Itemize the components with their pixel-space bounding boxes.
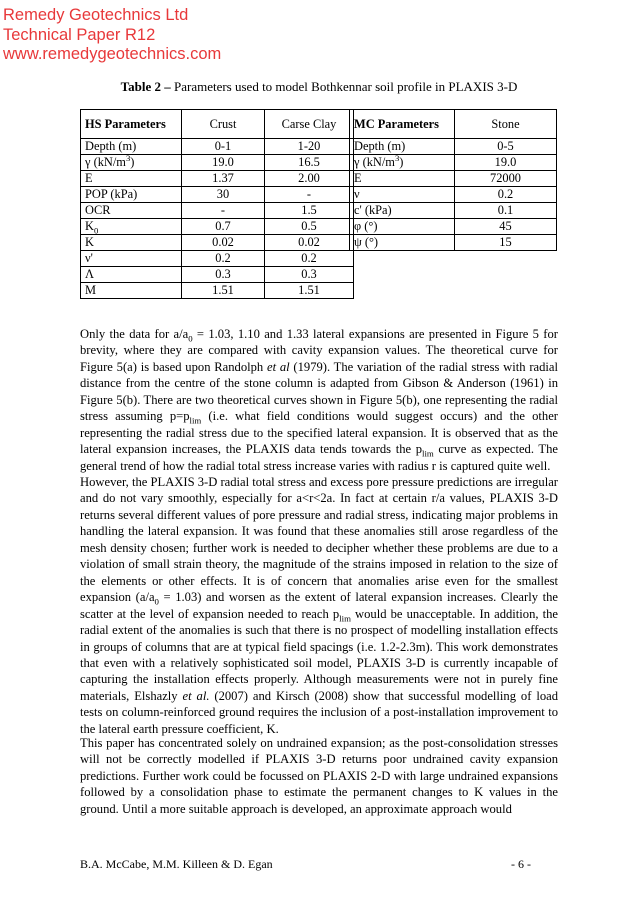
paragraph-discussion: However, the PLAXIS 3-D radial total stress and excess pore pressure predictions are irregular and do not vary smoothly, especially for a<r<2a. In fact at certain r/a values, PLAXIS 3-D returns several different values of pore pressure and radial stress, indicating major problems in handling the lateral expansion. It was found that these anomalies still arose regardless of the mesh density chosen; further work is needed to decipher whether these problems are due to a violation of small strain theory, the magnitude of the strains imposed in relation to the size of the elements or other effects. It is of concern that anomalies arise even for the smallest expansion $(a/a_0 = 1.03)$ and worsen as the extent of lateral expansion increases. Clearly the scatter at the level of expansion needed to reach $p_{lim}$ would be unacceptable. In addition, the radial extent of the anomalies is such that there is no prospect of modelling installation effects in groups of columns that are at typical field spacings (i.e. 1.2-2.3m). This work demonstrates that even with a relatively sophisticated soil model, PLAXIS 3-D is currently incapable of capturing the installation effects properly. Although measurements were not in purely fine materials, Elshazly et al. (2007) and Kirsch (2008) show that successful modelling of load tests on column-reinforced ground requires the inclusion of a post-installation improvement to the lateral earth pressure coefficient, K. bbox=[80, 475, 559, 736]
parameter-name-cell: Λ bbox=[81, 267, 182, 283]
table-row bbox=[350, 235, 557, 251]
table-row bbox=[350, 219, 557, 235]
parameter-name-cell: K bbox=[81, 235, 182, 251]
table-row bbox=[81, 171, 354, 187]
company-name: Remedy Geotechnics Ltd bbox=[3, 6, 189, 24]
caption-text: Parameters used to model Bothkennar soil profile in PLAXIS 3-D bbox=[173, 79, 518, 94]
table-row bbox=[81, 251, 354, 267]
parameter-name-cell: γ $(kN/m^3)$ bbox=[350, 155, 455, 171]
parameter-name-cell: c' (kPa) bbox=[350, 203, 455, 219]
parameter-name-cell: Depth (m) bbox=[81, 139, 182, 155]
parameter-name-cell: γ $(kN/m^3)$ bbox=[81, 155, 182, 171]
parameter-value-cell: 45 bbox=[455, 219, 557, 235]
site-header bbox=[3, 6, 221, 65]
table-row bbox=[350, 203, 557, 219]
parameter-value-cell: 0.02 bbox=[182, 235, 265, 251]
parameter-name-cell: ν' bbox=[81, 251, 182, 267]
table-row bbox=[350, 171, 557, 187]
parameter-value-cell: 1-20 bbox=[265, 139, 354, 155]
parameter-value-cell: 0-1 bbox=[182, 139, 265, 155]
parameter-value-cell: 16.5 bbox=[265, 155, 354, 171]
parameter-value-cell: - bbox=[182, 203, 265, 219]
parameter-value-cell: 0.2 bbox=[265, 251, 354, 267]
parameter-name-cell: E bbox=[81, 171, 182, 187]
paragraph-conclusion: This paper has concentrated solely on undrained expansion; as the post-consolidation stresses will not be correctly modelled if PLAXIS 3-D returns poor undrained cavity expansion predictions. Further work could be focussed on PLAXIS 2-D with large undrained expansions followed by a consolidation phase to estimate the permanent changes to K values in the ground. Until a more suitable approach is developed, an approximate approach would bbox=[80, 736, 558, 816]
table-header-row bbox=[350, 110, 557, 139]
parameter-name-cell: OCR bbox=[81, 203, 182, 219]
parameter-value-cell: 19.0 bbox=[182, 155, 265, 171]
parameter-name-cell: Depth (m) bbox=[350, 139, 455, 155]
table-row bbox=[81, 283, 354, 299]
parameter-name-cell: E bbox=[350, 171, 455, 187]
parameter-value-cell: 0.3 bbox=[265, 267, 354, 283]
column-header: MC Parameters bbox=[350, 110, 455, 139]
table-row bbox=[81, 139, 354, 155]
parameter-value-cell: 0.7 bbox=[182, 219, 265, 235]
parameter-value-cell: 0.2 bbox=[455, 187, 557, 203]
page-number: - 6 - bbox=[511, 857, 531, 871]
parameter-name-cell: POP (kPa) bbox=[81, 187, 182, 203]
parameter-name-cell: φ (°) bbox=[350, 219, 455, 235]
parameter-value-cell: - bbox=[265, 187, 354, 203]
parameter-value-cell: 0.3 bbox=[182, 267, 265, 283]
table-caption bbox=[0, 79, 638, 95]
parameter-value-cell: 0.02 bbox=[265, 235, 354, 251]
parameter-value-cell: 1.5 bbox=[265, 203, 354, 219]
column-header: Crust bbox=[182, 110, 265, 139]
parameter-name-cell: M bbox=[81, 283, 182, 299]
caption-label: Table 2 – bbox=[120, 79, 171, 94]
parameter-name-cell: ψ (°) bbox=[350, 235, 455, 251]
parameter-value-cell: 0.2 bbox=[182, 251, 265, 267]
column-header: HS Parameters bbox=[81, 110, 182, 139]
parameter-value-cell: 1.51 bbox=[265, 283, 354, 299]
column-header: Carse Clay bbox=[265, 110, 354, 139]
footer-authors: B.A. McCabe, M.M. Killeen & D. Egan bbox=[80, 857, 273, 871]
table-row bbox=[81, 187, 354, 203]
parameter-value-cell: 2.00 bbox=[265, 171, 354, 187]
parameter-name-cell: $K_0$ bbox=[81, 219, 182, 235]
paper-number: Technical Paper R12 bbox=[3, 25, 156, 44]
hs-parameters-table bbox=[80, 109, 354, 299]
table-row bbox=[81, 155, 354, 171]
paragraph-results: Only the data for $a/a_0 = 1.03$, 1.10 and 1.33 lateral expansions are presented in Figure 5 for brevity, where they are compared with cavity expansion values. The theoretical curve for Figure 5(a) is based upon Randolph et al (1979). The variation of the radial stress with radial distance from the centre of the stone column is adapted from Gibson & Anderson (1961) in Figure 5(b). There are two theoretical curves shown in Figure 5(b), one representing the radial stress assuming $p=p_{lim}$ (i.e. what field conditions would suggest occurs) and the other representing the radial stress due to the specified lateral expansion. It is observed that as the lateral expansion increases, the PLAXIS data tends towards the $p_{lim}$ curve as expected. The general trend of how the radial total stress increase varies with radius r is captured quite well. bbox=[80, 327, 558, 473]
table-row bbox=[81, 203, 354, 219]
parameter-name-cell: ν bbox=[350, 187, 455, 203]
column-header: Stone bbox=[455, 110, 557, 139]
parameter-value-cell: 0.5 bbox=[265, 219, 354, 235]
parameter-value-cell: 0.1 bbox=[455, 203, 557, 219]
table-row bbox=[81, 235, 354, 251]
website-link[interactable]: www.remedygeotechnics.com bbox=[3, 45, 222, 63]
parameter-value-cell: 1.51 bbox=[182, 283, 265, 299]
parameter-value-cell: 15 bbox=[455, 235, 557, 251]
table-row bbox=[350, 155, 557, 171]
table-row bbox=[81, 219, 354, 235]
parameter-value-cell: 19.0 bbox=[455, 155, 557, 171]
table-header-row bbox=[81, 110, 354, 139]
parameter-value-cell: 30 bbox=[182, 187, 265, 203]
table-row bbox=[350, 187, 557, 203]
parameter-value-cell: 0-5 bbox=[455, 139, 557, 155]
table-row bbox=[350, 139, 557, 155]
parameter-value-cell: 1.37 bbox=[182, 171, 265, 187]
table-row bbox=[81, 267, 354, 283]
mc-parameters-table bbox=[349, 109, 557, 251]
parameter-value-cell: 72000 bbox=[455, 171, 557, 187]
